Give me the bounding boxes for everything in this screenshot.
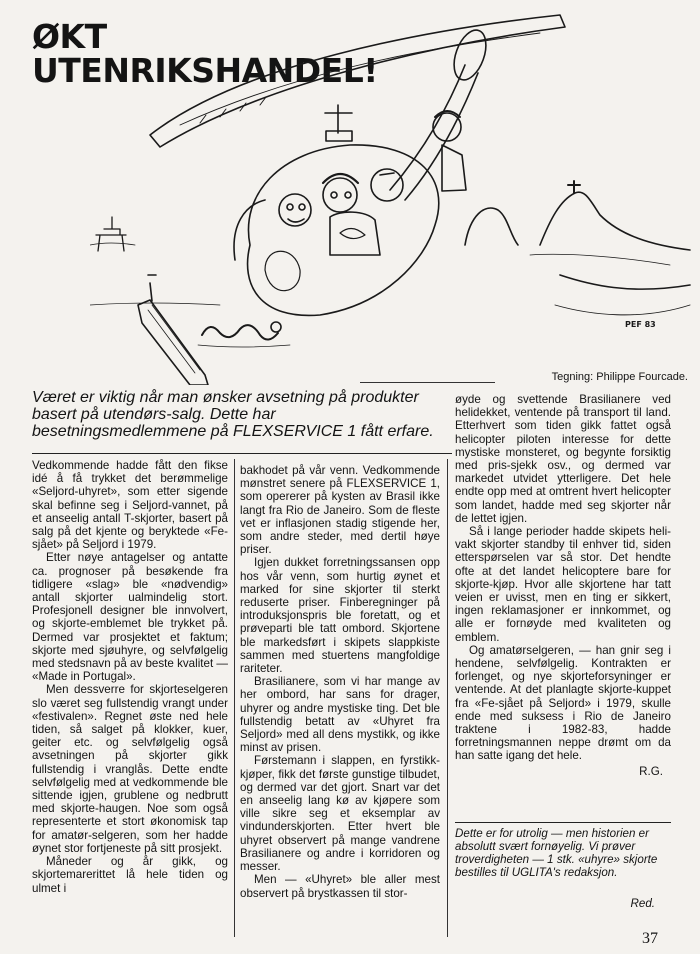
cartoon-illustration xyxy=(90,5,700,385)
paragraph: Førstemann i slappen, en fyrstikk-kjøper, fikk det første gunstige tilbudet, og dermed var det gjort. Snart var det en anseelig lang kø av kjøpere som ville sikre seg et eksemplar av vindunderskjorten. Etter hvert ble uhyret observert på mange vandrene Brasilianere og andre i korridoren og messer. xyxy=(240,754,440,874)
headline-line-1: ØKT xyxy=(32,17,107,56)
page-number: 37 xyxy=(642,930,658,947)
paragraph: Men dessverre for skjorteselgeren slo været seg fullstendig vrangt under «festivalen». Regnet øste ned hele tiden, så salget på klokker, kuer, geiter etc. og selvfølgelig også avsetningen på skjorter gikk fullstendig i vranglås. Dette endte selvfølgelig med at vedkommende ble sittende igjen, grublene og nedbrutt med skjorte-haugen. Noe som også representerte et stort økonomisk tap for amatør-selgeren, som her hadde øynet stor fortjeneste på sitt prosjekt. xyxy=(32,683,228,855)
credit-rule xyxy=(360,382,495,383)
note-rule xyxy=(455,822,671,823)
article-column-2 xyxy=(240,464,440,900)
editor-signature: Red. xyxy=(630,897,655,910)
column-divider xyxy=(447,459,448,937)
paragraph: Men — «Uhyret» ble aller mest observert på brystkassen til stor- xyxy=(240,873,440,900)
paragraph: Måneder og år gikk, og skjortemarerittet lå hele tiden og ulmet i xyxy=(32,855,228,895)
pilot-face xyxy=(433,113,461,141)
christ-statue xyxy=(568,181,580,193)
headline-line-2: UTENRIKSHANDEL! xyxy=(32,51,378,90)
paragraph: Igjen dukket forretningssansen opp hos vår venn, som hurtig øynet et marked for sine skjorter til sterkt reduserte priser. Finberegninger på introduksjonspris ble foretatt, og et prøveparti ble tatt ombord. Skjortene ble markedsført i skipets slappkiste sammen med stuertens mangfoldige rariteter. xyxy=(240,556,440,676)
editor-note: Dette er for utrolig — men historien er absolutt svært fornøyelig. Vi prøver troverdigheten — 1 stk. «uhyre» skjorte bestilles til UGLITA's redaksjon. xyxy=(455,827,658,879)
author-signature: R.G. xyxy=(639,764,663,778)
lead-paragraph: Været er viktig når man ønsker avsetning på produkter basert på utendørs-salg. Dette har besetningsmedlemmene på FLEXSERVICE 1 fått erfare. xyxy=(32,389,434,440)
oil-platform xyxy=(96,217,126,251)
rotor-blade xyxy=(150,15,565,147)
passenger-face-center xyxy=(323,178,357,212)
paragraph: øyde og svettende Brasilianere ved helidekket, ventende på transport til land. Etterhvert som tiden gikk fattet også helicopter piloten interesse for dette mystiske monsteret, og begynte forsiktig med pris-sjekk osv., og dermed var markedet utvidet ytterligere. Det hele endte opp med at omtrent hvert helicopter som landet, hadde med seg skjorter når de lettet igjen. xyxy=(455,393,671,525)
article-column-3 xyxy=(455,393,671,778)
article-column-1 xyxy=(32,459,228,895)
illustration-credit: Tegning: Philippe Fourcade. xyxy=(551,371,688,383)
paragraph: Vedkommende hadde fått den fikse idé å få trykket det berømmelige «Seljord-uhyret», som etter sigende skal befinne seg i Seljord-vannet, på et anseelig antall T-skjorter, basert på salg på det kjente og beryktede «Fe-sjået» på Seljord i 1979. xyxy=(32,459,228,552)
paragraph: Etter nøye antagelser og antatte ca. prognoser på besøkende fra tidligere «slag» ble «nødvendig» antall skjorter ualmindelig stort. Profesjonell designer ble innvolvert, og skjorte-emblemet ble trykket på. Dermed var prosjektet et faktum; skjorte med sjøuhyre, og selvfølgelig med stedsnavn på av beste kvalitet — «Made in Portugal». xyxy=(32,551,228,684)
paragraph: Brasilianere, som vi har mange av her ombord, har sans for drager, uhyrer og andre mystiske ting. Det ble fullstendig betatt av «Uhyret fra Seljord» med all dens mystikk, og ikke minst av prisen. xyxy=(240,675,440,755)
paragraph: Og amatørselgeren, — han gnir seg i hendene, selvfølgelig. Kontrakten er forlenget, og nye skjorteforsyninger er ventende. At det planlagte skjorte-kuppet fra «Fe-sjået på Seljord» i 1979, skulle ende med suksess i Rio de Janeiro traktene i 1982-83, hadde forretningsmannen neppe drømt om da han satte igang det hele. xyxy=(455,643,671,763)
corcovado-mountain xyxy=(540,192,690,250)
sea-monster xyxy=(202,325,278,339)
paragraph: bakhodet på vår venn. Vedkommende mønstret senere på FLEXSERVICE 1, som opererer på kysten av Brasil ikke langt fra Rio de Janeiro. Som de fleste vet er inflasjonen stadig stigende her, som andre steder, med dertil høye priser. xyxy=(240,464,440,557)
sugarloaf-mountain xyxy=(465,208,518,245)
column-divider xyxy=(234,459,235,937)
paragraph: Så i lange perioder hadde skipets heli-vakt skjorter standby til enhver tid, siden etterspørselen var så stor. Det hendte ofte at det landet helicoptere bare for skjorte-kjøp. Hvor alle skjortene har tatt veien er uvisst, men en ting er sikkert, ingen reklamasjoner er innkommet, og alle er fornøyde med kvaliteten og emblem. xyxy=(455,525,671,644)
artist-signature: PEF 83 xyxy=(625,320,656,329)
supply-ship xyxy=(138,300,208,385)
lead-rule xyxy=(32,453,452,454)
